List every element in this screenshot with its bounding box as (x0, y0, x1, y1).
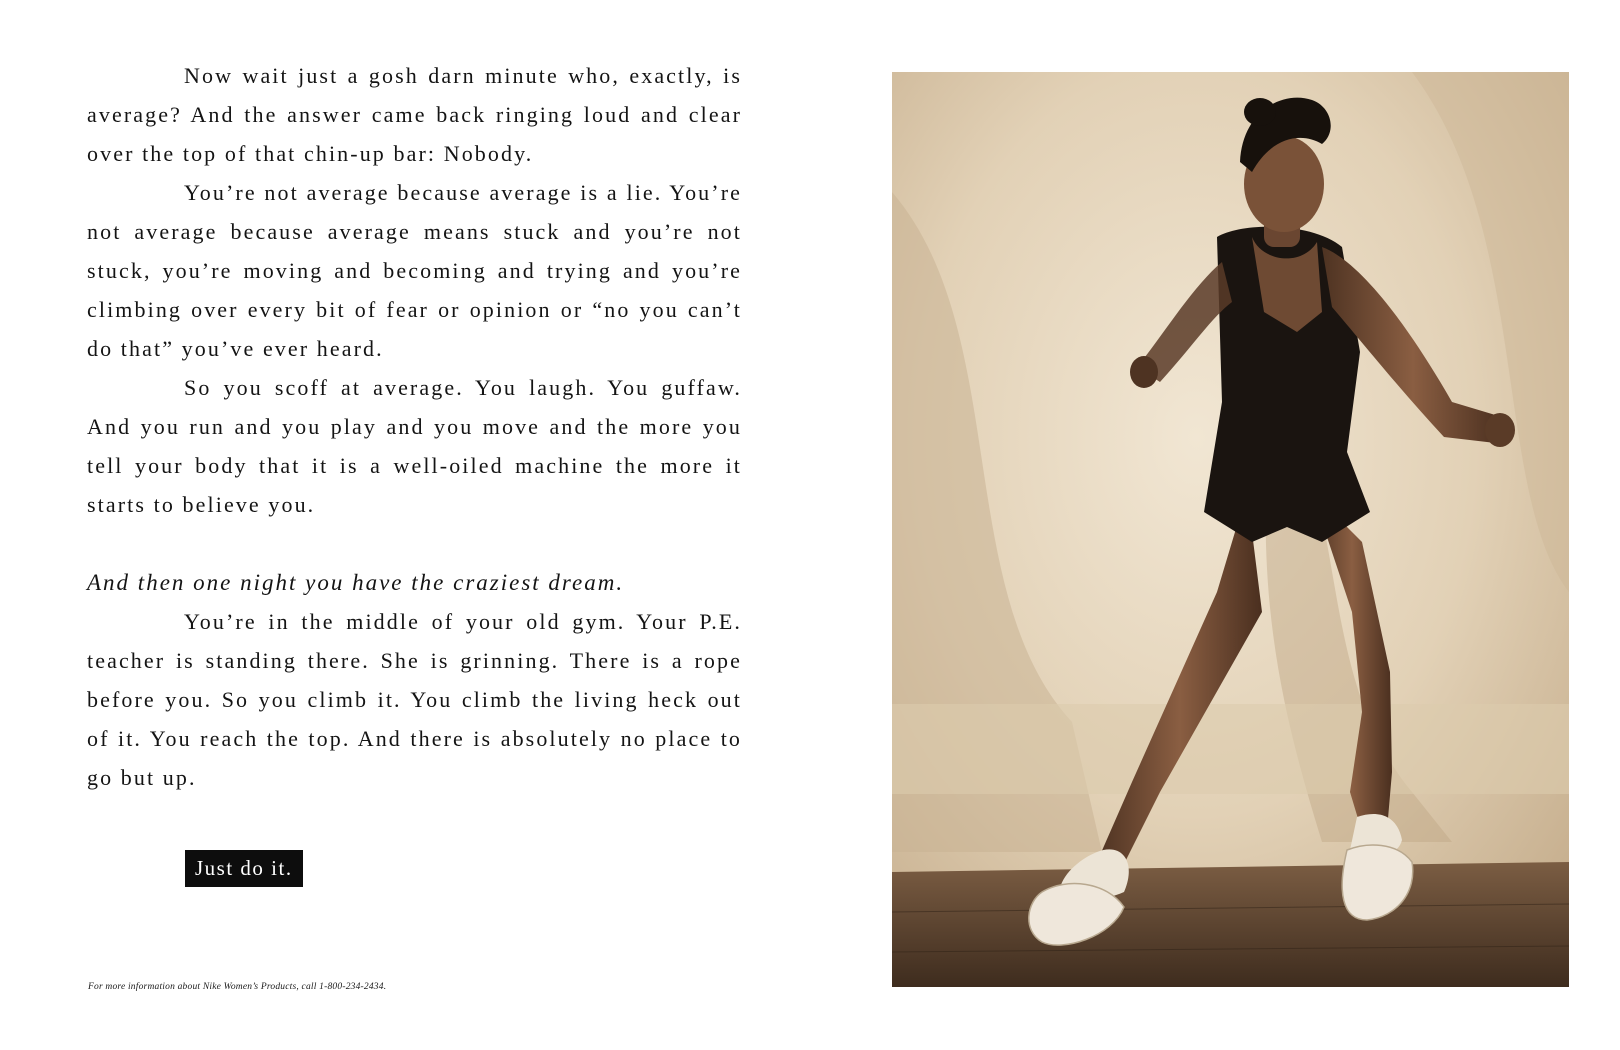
ad-copy (87, 56, 742, 797)
copy-paragraph-4: You’re in the middle of your old gym. Your P.E. teacher is standing there. She is grinning. There is a rope before you. So you climb it. You climb the living heck out of it. You reach the top. And there is absolutely no place to go but up. (87, 609, 742, 790)
footnote: For more information about Nike Women’s Products, call 1-800-234-2434. (88, 982, 387, 992)
copy-paragraph-2: You’re not average because average is a lie. You’re not average because average means stuck and you’re not stuck, you’re moving and becoming and trying and you’re climbing over every bit of fear or opinion or “no you can’t do that” you’ve ever heard. (87, 180, 742, 361)
slogan-badge: Just do it. (185, 850, 303, 887)
right-fist (1485, 413, 1515, 447)
athlete-photo (892, 72, 1569, 987)
hair-bun (1244, 98, 1276, 126)
left-fist (1130, 356, 1158, 388)
baseboard (892, 704, 1569, 794)
italic-lead-line: And then one night you have the craziest dream. (87, 570, 625, 595)
copy-paragraph-3: So you scoff at average. You laugh. You guffaw. And you run and you play and you move and the more you tell your body that it is a well-oiled machine the more it starts to believe you. (87, 375, 742, 517)
wooden-floor (892, 862, 1569, 987)
copy-paragraph-1: Now wait just a gosh darn minute who, exactly, is average? And the answer came back ringing loud and clear over the top of that chin-up bar: Nobody. (87, 63, 742, 166)
paragraph-spacer (87, 524, 742, 563)
athlete-illustration (892, 72, 1569, 987)
